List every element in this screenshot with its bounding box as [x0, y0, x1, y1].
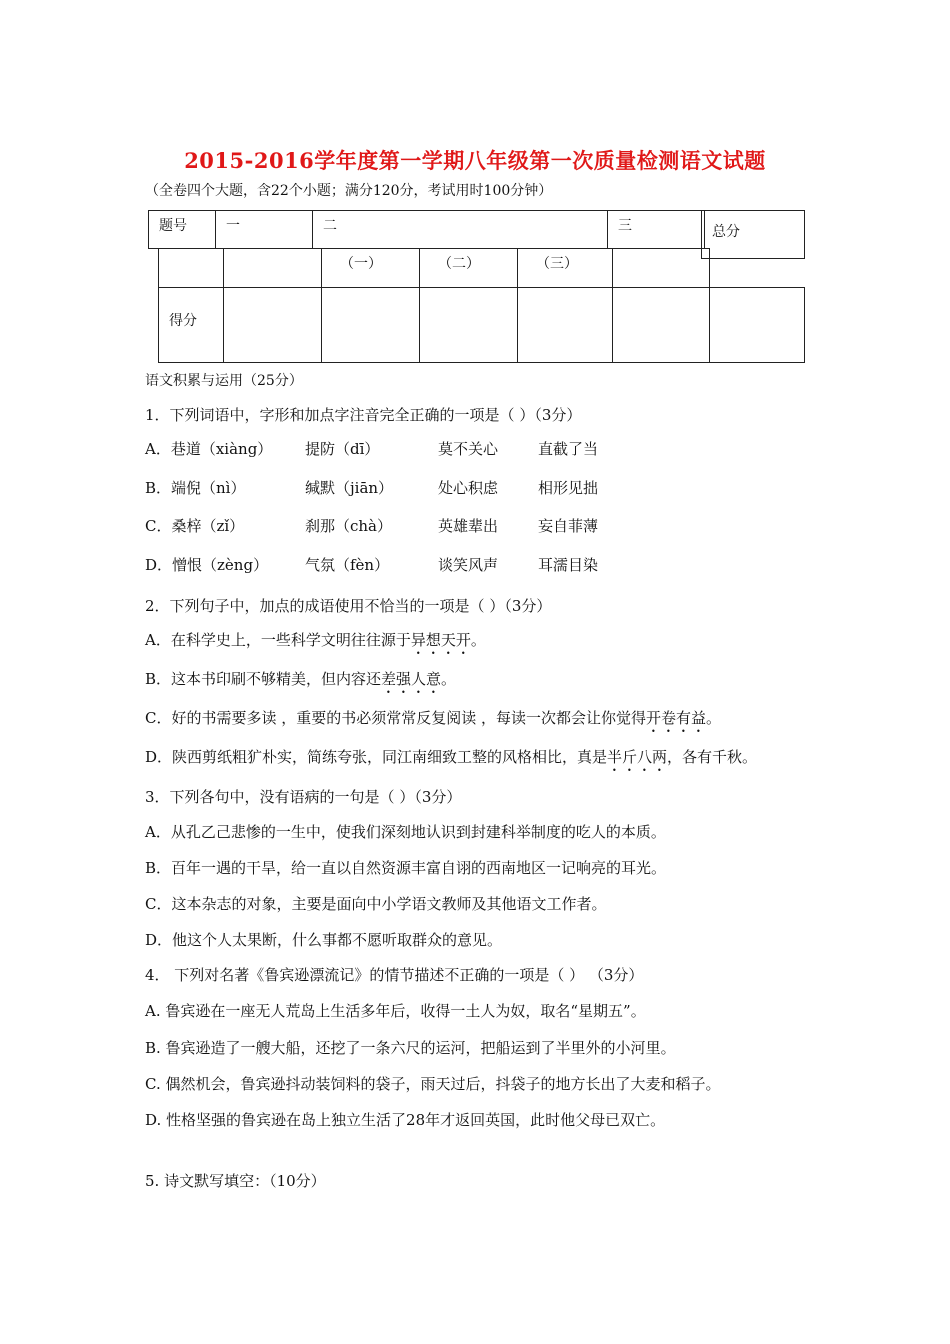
- q2-a-idiom: 异想天开: [410, 631, 471, 649]
- section-heading: 语文积累与运用（25分）: [145, 373, 303, 389]
- q1-d-item-3: 谈笑风声: [438, 556, 499, 574]
- q1-a-item-3: 莫不关心: [438, 440, 499, 458]
- score-cell-1[interactable]: [223, 287, 322, 363]
- subheader-part-2-2: （二）: [419, 248, 518, 288]
- score-cell-4[interactable]: [517, 287, 613, 363]
- q4-option-b: B. 鲁宾逊造了一艘大船，还挖了一条六尺的运河，把船运到了半里外的小河里。: [145, 1039, 676, 1057]
- header-total: 总分: [701, 210, 805, 259]
- q1-b-item-1: B．端倪（nì）: [145, 479, 246, 497]
- q1-d-item-1: D．憎恨（zèng）: [145, 556, 269, 574]
- q2-option-c: [145, 707, 721, 736]
- score-cell-2[interactable]: [321, 287, 420, 363]
- score-row-label: 得分: [158, 287, 224, 363]
- q1-b-item-4: 相形见拙: [538, 479, 599, 497]
- header-part-3: 三: [607, 210, 705, 249]
- q2-d-idiom: 半斤八两: [607, 748, 668, 766]
- q3-option-c: C．这本杂志的对象，主要是面向中小学语文教师及其他语文工作者。: [145, 895, 607, 913]
- q3-stem: 3．下列各句中，没有语病的一句是（ ）（3分）: [145, 788, 462, 806]
- exam-title: 2015-2016学年度第一学期八年级第一次质量检测语文试题: [184, 148, 766, 173]
- q1-a-item-4: 直截了当: [538, 440, 599, 458]
- q1-c-item-1: C．桑梓（zǐ）: [145, 517, 245, 535]
- q1-c-item-4: 妄自菲薄: [538, 517, 599, 535]
- score-cell-5[interactable]: [612, 287, 710, 363]
- header-part-2: 二: [312, 210, 608, 249]
- q2-b-text: B．这本书印刷不够精美，但内容还: [145, 670, 382, 688]
- q2-c-idiom: 开卷有益: [646, 709, 707, 727]
- q3-option-a: A．从孔乙己悲惨的一生中，使我们深刻地认识到封建科举制度的吃人的本质。: [145, 823, 666, 841]
- q1-d-item-2: 气氛（fèn）: [305, 556, 390, 574]
- subheader-empty-2: [223, 248, 322, 288]
- q2-a-text: A．在科学史上，一些科学文明往往源于: [145, 631, 411, 649]
- q3-option-d: D．他这个人太果断，什么事都不愿听取群众的意见。: [145, 931, 503, 949]
- q4-option-c: C. 偶然机会，鲁宾逊抖动装饲料的袋子，雨天过后，抖袋子的地方长出了大麦和稻子。: [145, 1075, 721, 1093]
- score-cell-3[interactable]: [419, 287, 518, 363]
- q2-option-d: [145, 746, 757, 775]
- q1-b-item-2: 缄默（jiān）: [305, 479, 394, 497]
- exam-subtitle: （全卷四个大题，含22个小题；满分120分，考试用时100分钟）: [145, 183, 553, 199]
- subheader-part-2-3: （三）: [517, 248, 613, 288]
- q2-c-text: C．好的书需要多读 ，重要的书必须常常反复阅读 ，每读一次都会让你觉得: [145, 709, 647, 727]
- q2-stem: 2．下列句子中，加点的成语使用不恰当的一项是（ ）（3分）: [145, 597, 552, 615]
- q2-c-end: 。: [706, 709, 722, 727]
- subheader-part-2-1: （一）: [321, 248, 420, 288]
- q4-stem: 4． 下列对名著《鲁宾逊漂流记》的情节描述不正确的一项是（ ） （3分）: [145, 966, 644, 984]
- header-part-1: 一: [215, 210, 313, 249]
- q4-option-d: D. 性格坚强的鲁宾逊在岛上独立生活了28年才返回英国，此时他父母已双亡。: [145, 1111, 666, 1129]
- q2-d-end: ，各有千秋。: [667, 748, 758, 766]
- q2-b-idiom: 差强人意: [381, 670, 442, 688]
- score-cell-total[interactable]: [709, 287, 805, 363]
- q1-b-item-3: 处心积虑: [438, 479, 499, 497]
- q1-a-item-1: A．巷道（xiàng）: [145, 440, 273, 458]
- q1-stem: 1．下列词语中，字形和加点字注音完全正确的一项是（ ）（3分）: [145, 406, 582, 424]
- subheader-empty-1: [158, 248, 224, 288]
- q1-c-item-2: 刹那（chà）: [305, 517, 393, 535]
- q1-c-item-3: 英雄辈出: [438, 517, 499, 535]
- q1-a-item-2: 提防（dī）: [305, 440, 380, 458]
- subheader-empty-3: [612, 248, 710, 288]
- q1-d-item-4: 耳濡目染: [538, 556, 599, 574]
- q2-a-end: 。: [470, 631, 486, 649]
- q5-stem: 5. 诗文默写填空：（10分）: [145, 1172, 326, 1190]
- q4-option-a: A. 鲁宾逊在一座无人荒岛上生活多年后，收得一土人为奴，取名“星期五”。: [145, 1002, 646, 1020]
- q2-d-text: D．陕西剪纸粗犷朴实，简练夸张，同江南细致工整的风格相比，真是: [145, 748, 608, 766]
- q2-option-a: [145, 629, 486, 658]
- q2-option-b: [145, 668, 456, 697]
- q3-option-b: B．百年一遇的干旱，给一直以自然资源丰富自诩的西南地区一记响亮的耳光。: [145, 859, 667, 877]
- header-label: 题号: [148, 210, 216, 249]
- q2-b-end: 。: [441, 670, 457, 688]
